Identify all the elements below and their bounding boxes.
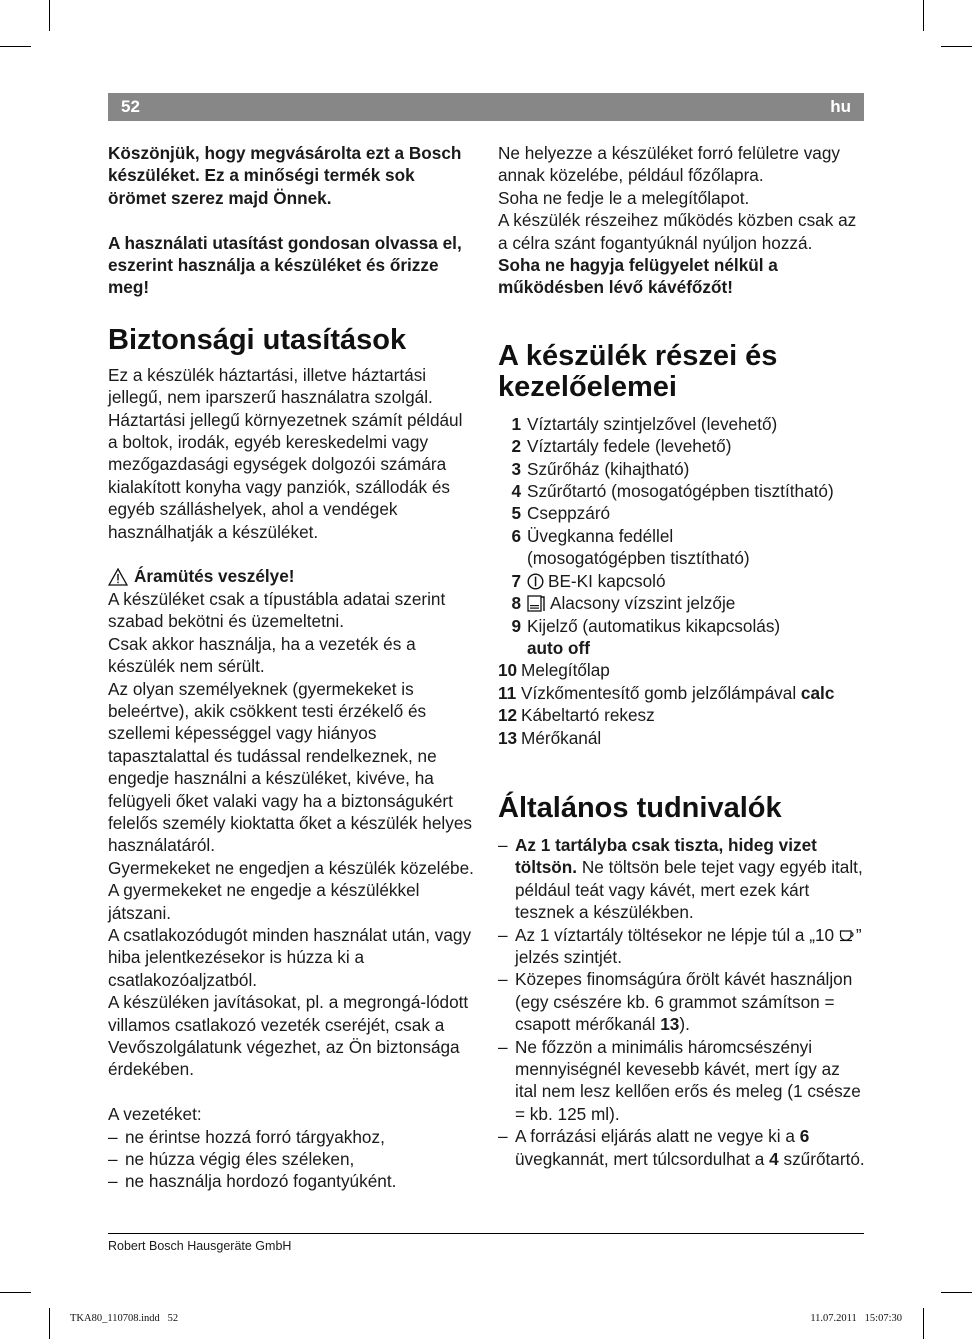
parts-list-item [498, 704, 866, 726]
cup-icon [839, 929, 856, 942]
part-label [527, 525, 750, 570]
general-list-item [498, 834, 866, 924]
parts-list-item [498, 525, 866, 570]
part-label: Szűrőház (kihajtható) [527, 458, 690, 479]
part-number: 13 [498, 727, 518, 748]
part-label-line: Üvegkanna fedéllel [527, 525, 674, 546]
warning-paragraph: A készüléken javításokat, pl. a megrongá-lódott villamos csatlakozó vezeték cseréjét, csak a Vevőszolgálatunk végezhet, az Ön biztonsága érdekében. [108, 992, 469, 1080]
part-label [527, 592, 735, 614]
part-label-line: (mosogatógépben tisztítható) [527, 548, 750, 569]
part-number: 7 [511, 570, 521, 591]
warning-paragraph: Az olyan személyeknek (gyermekeket is beleértve), akik csökkent testi érzékelő és szellemi képességgel vagy hiányos tapasztalattal és tudással rendelkeznek, ne engedje használni a készüléket, kivéve, ha felügyeli őket valaki vagy ha a biztonságukért felelős személy kioktatta őket a készülék helyes használatáról. [108, 678, 472, 856]
part-number: 12 [498, 705, 518, 726]
right-column [498, 142, 866, 1170]
crop-mark [49, 0, 50, 31]
safety-paragraph: Ez a készülék háztartási, illetve háztartási jellegű, nem iparszerű használatra szolgál. Háztartási jellegű környezetnek számít például a boltok, irodák, egyéb kereskedelmi vagy mezőgazdasági egységek dolgozói számára kialakított konyha vagy panziók, szállodák és egyéb szálláshelyek, ahol a vendégek használhatják a készüléket. [108, 364, 463, 542]
general-item-ref: 4 [769, 1148, 779, 1169]
warning-paragraph: A készüléket csak a típustábla adatai szerint szabad bekötni és üzemeltetni. [108, 588, 446, 632]
dash-bullet: – [498, 834, 508, 855]
part-number: 2 [511, 436, 521, 457]
general-item-ref: 13 [660, 1014, 680, 1035]
general-list-item [498, 1036, 866, 1126]
general-item-ref: 6 [799, 1126, 810, 1147]
parts-list-item [498, 592, 866, 614]
dash-bullet: – [498, 1126, 508, 1147]
part-label-text: Alacsony vízszint jelzője [550, 593, 736, 614]
power-switch-icon [527, 573, 544, 590]
general-item-part: Közepes finomságúra őrölt kávét használjon (egy csészére kb. 6 grammot számítson = csapott mérőkanál [515, 969, 853, 1035]
general-list [498, 834, 866, 1170]
parts-list-item [498, 659, 866, 681]
part-label: Szűrőtartó (mosogatógépben tisztítható) [527, 481, 834, 502]
part-number: 1 [511, 413, 521, 434]
cable-item-text: ne érintse hozzá forró tárgyakhoz, [125, 1126, 385, 1147]
warning-paragraph: Csak akkor használja, ha a vezeték és a készülék nem sérült. [108, 633, 416, 677]
crop-mark [49, 1308, 50, 1339]
parts-heading: A készülék részei és kezelőelemei [498, 339, 778, 403]
part-label: Melegítőlap [521, 660, 610, 681]
warning-title [108, 565, 476, 587]
dash-bullet: – [498, 969, 508, 990]
general-item-rest: Ne töltsön bele tejet vagy egyéb italt, például teát vagy kávét, mert ezek kárt tesznek a készülékben. [515, 857, 863, 923]
part-label: Kábeltartó rekesz [521, 705, 655, 726]
part-label: Víztartály szintjelzővel (levehető) [527, 413, 778, 434]
parts-list-item [498, 413, 866, 435]
general-item-text [515, 924, 866, 969]
parts-list-item [498, 570, 866, 592]
page-number: 52 [121, 97, 140, 116]
parts-list-item [498, 615, 866, 660]
general-list-item [498, 924, 866, 969]
print-slug-timestamp: 11.07.2011 15:07:30 [810, 1313, 902, 1324]
part-label-text: Vízkőmentesítő gomb jelzőlámpával [521, 682, 801, 703]
left-column [108, 142, 476, 1193]
part-label: Cseppzáró [527, 503, 611, 524]
crop-mark [941, 1292, 972, 1293]
warning-title-text: Áramütés veszélye! [134, 566, 295, 587]
page-header-bar [108, 93, 864, 121]
parts-list-item [498, 480, 866, 502]
general-heading: Általános tudnivalók [498, 791, 782, 824]
cable-item-text: ne húzza végig éles széleken, [125, 1149, 355, 1170]
print-slug-filename: TKA80_110708.indd 52 [70, 1313, 179, 1324]
general-list-item [498, 968, 866, 1035]
language-code: hu [830, 97, 851, 116]
general-item-text [515, 1125, 866, 1170]
general-item-text [515, 968, 866, 1035]
part-number: 3 [511, 458, 521, 479]
parts-list [498, 413, 866, 749]
warning-paragraph: Gyermekeket ne engedjen a készülék közelébe. A gyermekeket ne engedje a készülékkel játszani. [108, 857, 474, 923]
part-label [521, 682, 834, 704]
cable-intro: A vezetéket: [108, 1104, 202, 1125]
general-item-part: A forrázási eljárás alatt ne vegye ki a [515, 1126, 800, 1147]
part-label [527, 570, 666, 592]
part-label-text: Kijelző (automatikus kikapcsolás) [527, 615, 781, 636]
crop-mark [923, 1308, 924, 1339]
auto-off-label: auto off [527, 637, 591, 658]
crop-mark [0, 46, 31, 47]
part-number: 6 [511, 525, 521, 546]
parts-list-item [498, 502, 866, 524]
intro-read-manual: A használati utasítást gondosan olvassa el, eszerint használja a készüléket és őrizze meg! [108, 232, 462, 298]
dash-bullet: – [108, 1149, 118, 1170]
part-number: 11 [498, 682, 517, 703]
parts-list-item [498, 458, 866, 480]
crop-mark [923, 0, 924, 31]
general-item-part: ” jelzés szintjét. [515, 924, 862, 967]
parts-list-item [498, 435, 866, 457]
general-item-part: üvegkannát, mert túlcsordulhat a [515, 1148, 770, 1169]
part-number: 8 [511, 593, 521, 614]
warning-paragraph: A csatlakozódugót minden használat után, vagy hiba jelentkezésekor is húzza ki a csatlakozóaljzatból. [108, 924, 472, 990]
safety-continued: A készülék részeihez működés közben csak az a célra szánt fogantyúknál nyúljon hozzá. [498, 210, 857, 253]
parts-list-item [498, 727, 866, 749]
dash-bullet: – [108, 1171, 118, 1192]
calc-label: calc [800, 682, 835, 703]
dash-bullet: – [108, 1126, 118, 1147]
general-item-bold: Az 1 tartályba csak tiszta, hideg vizet töltsön. [515, 834, 817, 878]
general-item-part: szűrőtartó. [778, 1148, 865, 1169]
parts-list-item [498, 682, 866, 704]
intro-thanks: Köszönjük, hogy megvásárolta ezt a Bosch készüléket. Ez a minőségi termék sok örömet szerez majd Önnek. [108, 143, 462, 208]
footer-brand: Robert Bosch Hausgeräte GmbH [108, 1239, 292, 1253]
cable-list-item [108, 1170, 476, 1192]
part-number: 10 [498, 660, 518, 681]
part-label-text: BE-KI kapcsoló [548, 570, 666, 591]
safety-continued: Ne helyezze a készüléket forró felületre vagy annak közelébe, például főzőlapra. [498, 143, 841, 186]
safety-heading: Biztonsági utasítások [108, 323, 407, 356]
dash-bullet: – [498, 924, 508, 945]
general-item-part: ). [679, 1014, 690, 1035]
crop-mark [941, 46, 972, 47]
safety-continued: Soha ne fedje le a melegítőlapot. [498, 187, 750, 208]
general-item-text [515, 834, 866, 924]
footer-divider [108, 1233, 864, 1234]
cable-list-item [108, 1126, 476, 1148]
low-water-level-icon [527, 595, 546, 612]
part-label: Mérőkanál [521, 727, 602, 748]
part-number: 9 [511, 615, 521, 636]
part-label: Víztartály fedele (levehető) [527, 436, 732, 457]
part-number: 4 [511, 481, 521, 502]
cable-item-text: ne használja hordozó fogantyúként. [125, 1171, 397, 1192]
part-label [527, 615, 780, 660]
dash-bullet: – [498, 1036, 508, 1057]
general-list-item [498, 1125, 866, 1170]
warning-triangle-icon [108, 568, 128, 586]
cable-list-item [108, 1148, 476, 1170]
general-item-part: Az 1 víztartály töltésekor ne lépje túl a „10 [515, 924, 839, 945]
part-number: 5 [511, 503, 521, 524]
crop-mark [0, 1292, 31, 1293]
safety-bold-warning: Soha ne hagyja felügyelet nélkül a működésben lévő kávéfőzőt! [498, 255, 778, 298]
general-item-text: Ne főzzön a minimális háromcsészényi mennyiségnél kevesebb kávét, mert így az ital nem lesz kellően erős és meleg (1 csésze = kb. 125 ml). [515, 1036, 861, 1124]
